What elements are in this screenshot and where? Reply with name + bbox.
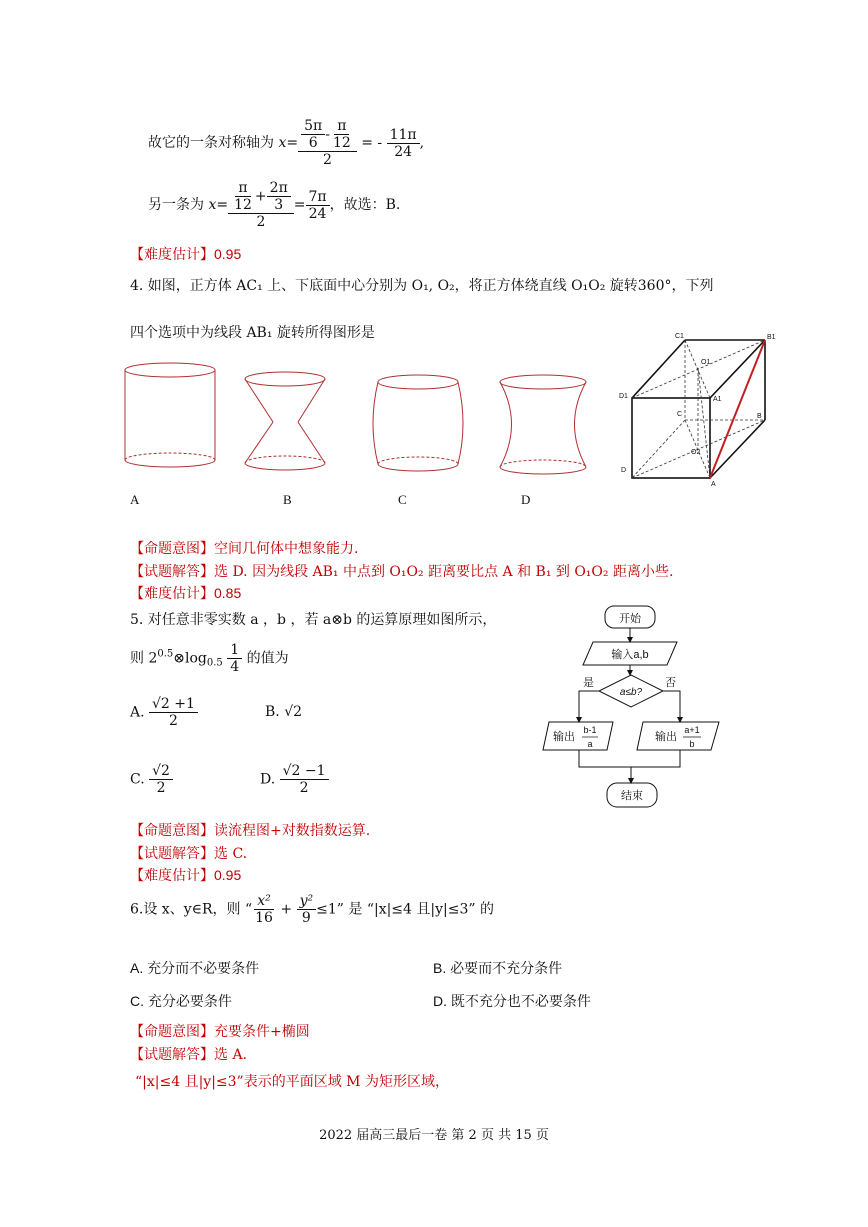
option-c-barrel xyxy=(368,372,468,480)
cube-label-a: A xyxy=(711,481,716,488)
svg-text:b-1: b-1 xyxy=(583,725,597,735)
option-b-label: B xyxy=(283,492,292,507)
q4-answer: 【试题解答】选 D. 因为线段 AB₁ 中点到 O₁O₂ 距离要比点 A 和 B₁ 到 O₁O₂ 距离小些. xyxy=(130,564,674,580)
q6-stem: 6.设 x、y∈R，则 “ $\frac{\text{x²}}{16}$ + $\frac{\text{y²}}{9}$ ≤1” 是 “|x|≤4 且|y|≤3” 的 xyxy=(130,893,494,927)
cube-label-d: D xyxy=(621,467,627,474)
option-d-hyperboloid xyxy=(493,372,593,480)
cube-label-a1: A1 xyxy=(713,396,722,403)
q3-var-x: x xyxy=(278,135,287,152)
q3-line2: 另一条为 x= $\frac{\pi}{12}$ + $\frac{2\pi}{3}$ 2 = $\frac{7\pi}{24}$ ，故选：B. xyxy=(148,180,401,231)
flow-output-right xyxy=(637,722,719,750)
q3-line1-prefix: 故它的一条对称轴为 xyxy=(148,135,274,152)
option-c-label: C xyxy=(398,492,407,507)
q5-option-b: B. √2 xyxy=(265,704,303,720)
q5-intent: 【命题意图】读流程图+对数指数运算. xyxy=(130,823,371,839)
flow-input: 输入a,b xyxy=(611,649,649,661)
cube-label-b1: B1 xyxy=(767,334,776,341)
q6-option-d: D. 既不充分也不必要条件 xyxy=(433,993,591,1009)
cube-label-o1: O1 xyxy=(701,359,711,366)
svg-text:a: a xyxy=(587,739,593,749)
q3-frac2: $\frac{\pi}{12}$ + $\frac{2\pi}{3}$ 2 xyxy=(228,180,294,230)
q5-option-c: C. $\frac{√2}{2}$ xyxy=(130,763,173,796)
q5-line2: 则 $2^{0.5}\otimes\log_{0.5}$ $\frac{1}{4}$ 的值为 xyxy=(130,642,289,676)
q4-line2: 四个选项中为线段 AB₁ 旋转所得图形是 xyxy=(130,325,375,341)
q6-option-c: C. 充分必要条件 xyxy=(130,993,232,1009)
q3-line1: 故它的一条对称轴为 x= $\frac{5\pi}{6}$ - $\frac{\pi}{12}$ 2 = - $\frac{11\pi}{24}$ , xyxy=(148,118,425,169)
q3-difficulty: 【难度估计】0.95 xyxy=(130,246,242,262)
option-d-label: D xyxy=(521,492,531,507)
q4-intent: 【命题意图】空间几何体中想象能力. xyxy=(130,541,359,557)
flow-out-left-prefix: 输出 xyxy=(553,731,575,743)
flowchart xyxy=(535,600,735,815)
flow-out-right-prefix: 输出 xyxy=(655,731,677,743)
page-footer: 2022 届高三最后一卷 第 2 页 共 15 页 xyxy=(319,1128,549,1143)
q5-option-d: D. $\frac{√2 -1}{2}$ xyxy=(260,763,329,796)
cube-label-c: C xyxy=(677,411,683,418)
cube-label-d1: D1 xyxy=(619,393,628,400)
option-a-label: A xyxy=(130,492,140,507)
flow-yes: 是 xyxy=(583,677,594,689)
q5-option-a: A. $\frac{√2 +1}{2}$ xyxy=(130,696,198,729)
cube-label-o2: O2 xyxy=(691,449,701,456)
q6-option-a: A. 充分而不必要条件 xyxy=(130,960,260,976)
q3-line2-prefix: 另一条为 xyxy=(148,197,204,214)
q6-answer: 【试题解答】选 A. xyxy=(130,1047,248,1063)
flow-no: 否 xyxy=(665,677,676,689)
q5-difficulty: 【难度估计】0.95 xyxy=(130,867,242,883)
q5-answer: 【试题解答】选 C. xyxy=(130,846,248,862)
flow-start: 开始 xyxy=(619,613,641,625)
q6-explain: “|x|≤4 且|y|≤3”表示的平面区域 M 为矩形区域， xyxy=(135,1074,449,1090)
q3-frac1: $\frac{5\pi}{6}$ - $\frac{\pi}{12}$ 2 xyxy=(298,118,357,168)
q4-line1: 4. 如图，正方体 AC₁ 上、下底面中心分别为 O₁, O₂，将正方体绕直线 O₁O₂ 旋转360°，下列 xyxy=(130,278,714,294)
svg-text:a+1: a+1 xyxy=(684,725,700,735)
option-b-cones xyxy=(243,370,328,478)
svg-text:b: b xyxy=(689,739,695,749)
q5-line1: 5. 对任意非零实数 a ，b ，若 a⊗b 的运算原理如图所示， xyxy=(130,612,497,628)
cube-label-b: B xyxy=(757,413,762,420)
option-a-cylinder xyxy=(120,360,220,475)
cube-diagram xyxy=(615,330,785,490)
q6-intent: 【命题意图】充要条件+椭圆 xyxy=(130,1024,310,1040)
q4-difficulty: 【难度估计】0.85 xyxy=(130,585,242,601)
q6-option-b: B. 必要而不充分条件 xyxy=(433,960,563,976)
flow-cond: a≤b? xyxy=(619,687,643,698)
flow-end: 结束 xyxy=(621,790,643,802)
cube-label-c1: C1 xyxy=(675,333,684,340)
